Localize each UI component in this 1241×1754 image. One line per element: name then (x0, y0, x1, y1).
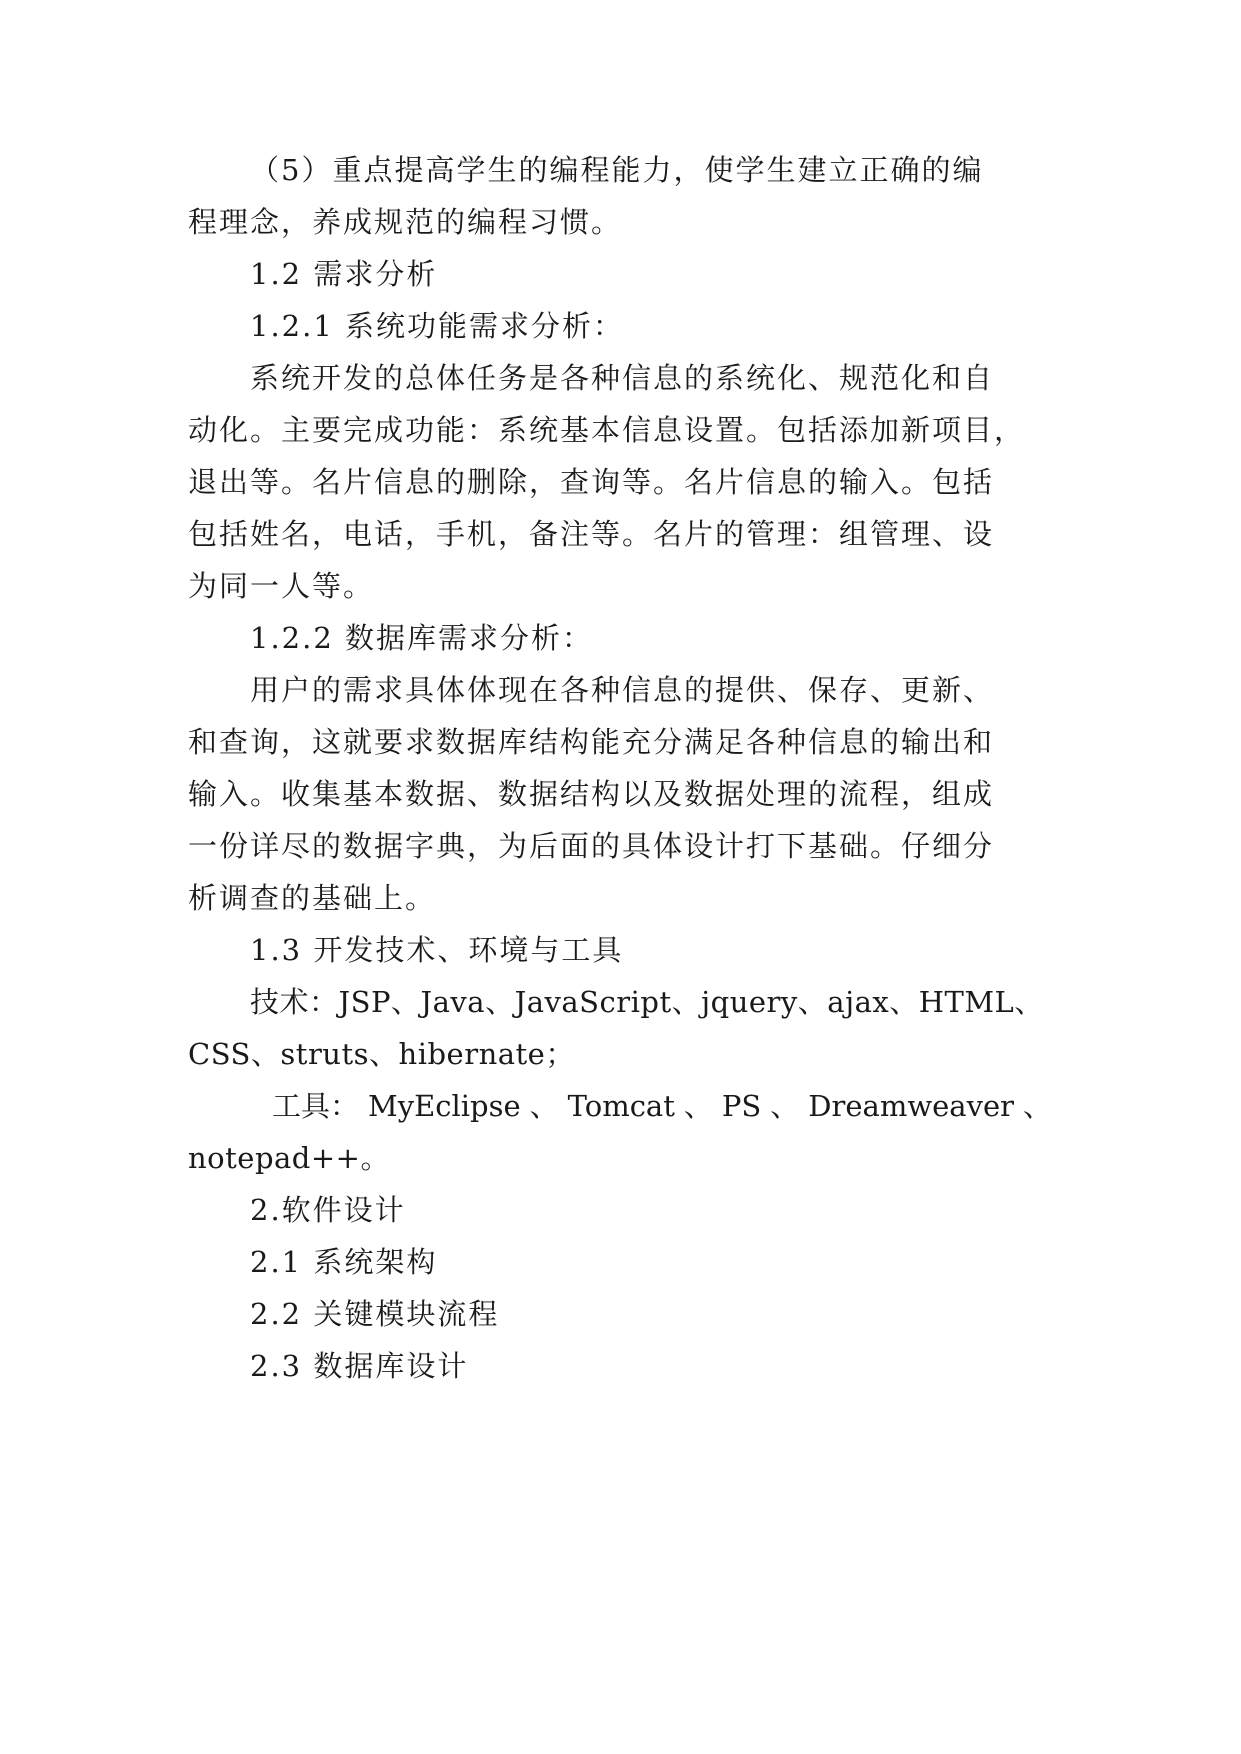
paragraph-line: 析调查的基础上。 (188, 881, 437, 915)
separator: 、 (1022, 1089, 1052, 1123)
paragraph-line: 为同一人等。 (188, 569, 375, 603)
section-heading: 2.1 系统架构 (250, 1245, 438, 1279)
tools-label: 工具： (272, 1089, 360, 1123)
separator: 、 (529, 1089, 559, 1123)
paragraph-line: 一份详尽的数据字典，为后面的具体设计打下基础。仔细分 (188, 829, 995, 863)
tool-name: PS (721, 1089, 762, 1123)
paragraph-line: 动化。主要完成功能：系统基本信息设置。包括添加新项目， (188, 413, 1026, 447)
section-heading: 2.2 关键模块流程 (250, 1297, 500, 1331)
subsection-heading: 1.2.2 数据库需求分析： (250, 621, 594, 655)
section-heading: 2.3 数据库设计 (250, 1349, 469, 1383)
paragraph-line: 程理念，养成规范的编程习惯。 (188, 205, 623, 239)
paragraph-line: 包括姓名，电话，手机，备注等。名片的管理：组管理、设 (188, 517, 995, 551)
paragraph-line: 用户的需求具体体现在各种信息的提供、保存、更新、 (250, 673, 995, 707)
tools-line (272, 1086, 1052, 1126)
subsection-heading: 1.2.1 系统功能需求分析： (250, 309, 625, 343)
paragraph-line: 和查询，这就要求数据库结构能充分满足各种信息的输出和 (188, 725, 995, 759)
section-heading: 1.3 开发技术、环境与工具 (250, 933, 624, 967)
separator: 、 (683, 1089, 713, 1123)
tool-name: Tomcat (567, 1089, 675, 1123)
section-heading: 1.2 需求分析 (250, 257, 438, 291)
paragraph-line: 退出等。名片信息的删除，查询等。名片信息的输入。包括 (188, 465, 995, 499)
paragraph-line: 输入。收集基本数据、数据结构以及数据处理的流程，组成 (188, 777, 995, 811)
separator: 、 (770, 1089, 800, 1123)
paragraph-line: 系统开发的总体任务是各种信息的系统化、规范化和自 (250, 361, 995, 395)
tool-name: Dreamweaver (808, 1089, 1014, 1123)
tool-name: MyEclipse (368, 1089, 521, 1123)
paragraph-line: 技术：JSP、Java、JavaScript、jquery、ajax、HTML、 (250, 985, 1044, 1019)
paragraph-line: CSS、struts、hibernate； (188, 1037, 575, 1071)
paragraph-line: （5）重点提高学生的编程能力，使学生建立正确的编 (250, 153, 984, 187)
paragraph-line: notepad++。 (188, 1141, 390, 1175)
chapter-heading: 2.软件设计 (250, 1193, 406, 1227)
